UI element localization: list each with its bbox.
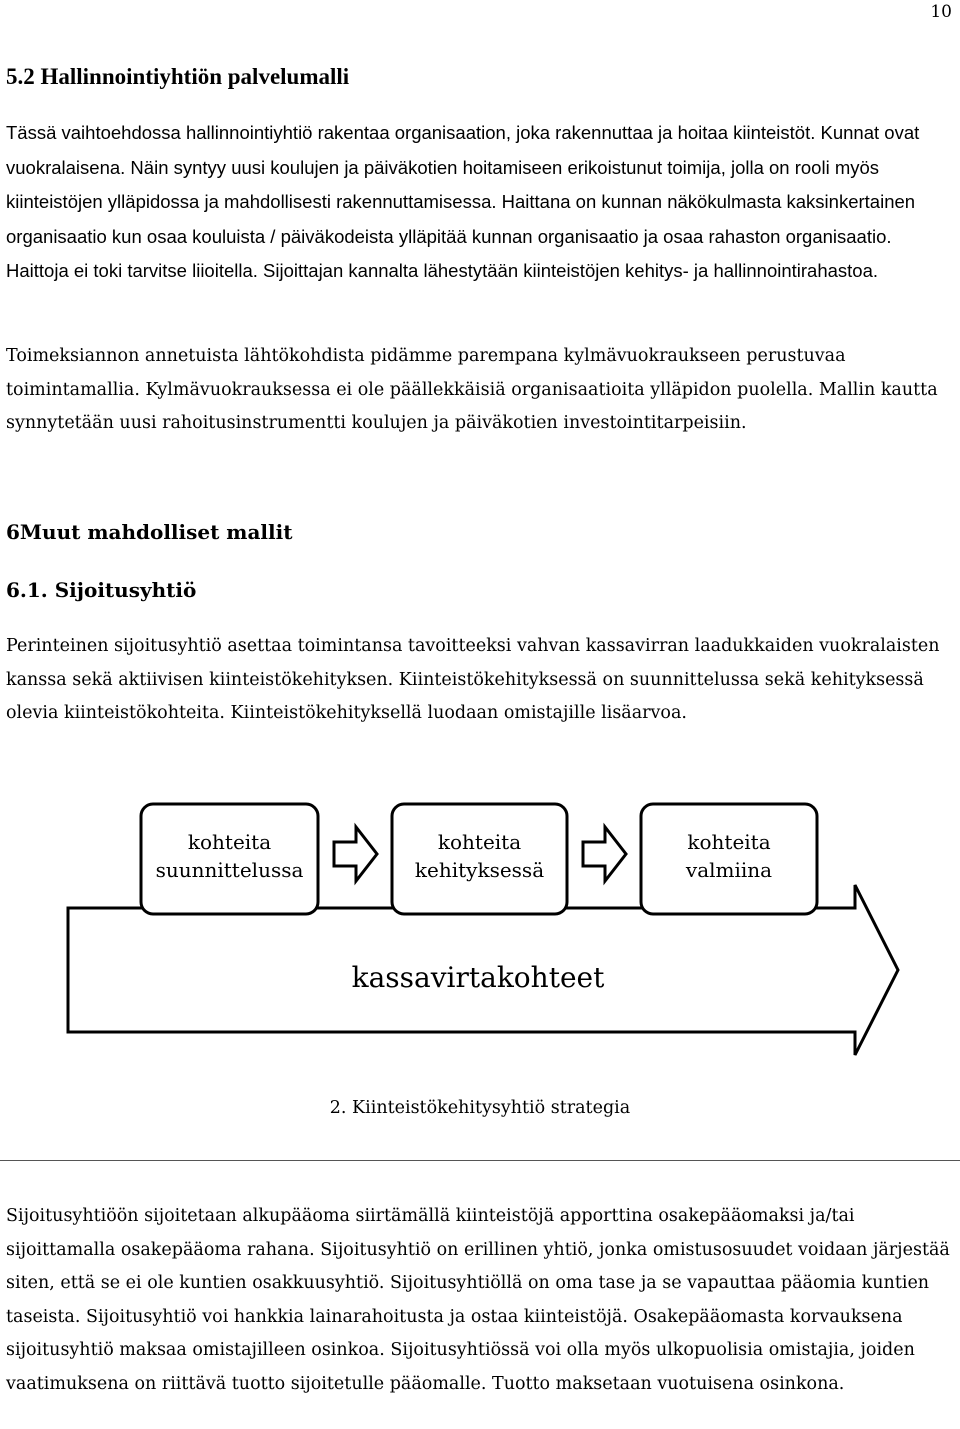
cashflow-label: kassavirtakohteet: [351, 961, 605, 994]
chapter-heading: 6Muut mahdolliset mallit: [6, 520, 293, 544]
stage-box-planning-line1: kohteita: [187, 830, 272, 854]
section-paragraph-1: Tässä vaihtoehdossa hallinnointiyhtiö rakentaa organisaation, joka rakennuttaa ja hoitaa kiinteistöt. Kunnat ovat vuokralaisena. Näin syntyy uusi koulujen ja päiväkotien hoitamiseen erikoistunut toimija, jolla on rooli myös kiinteistöjen ylläpidossa ja mahdollisesti rakennuttamisessa. Haittana on kunnan näkökulmasta kaksinkertainen organisaatio kun osaa kouluista / päiväkodeista ylläpitää kunnan organisaatio ja osaa rahaston organisaatio. Haittoja ei toki tarvitse liioitella. Sijoittajan kannalta lähestytään kiinteistöjen kehitys- ja hallinnointirahastoa.: [6, 122, 920, 282]
divider: [0, 1160, 960, 1161]
step-arrow-1: [334, 827, 377, 881]
section-heading: 5.2 Hallinnointiyhtiön palvelumalli: [6, 64, 350, 89]
page-number: 10: [930, 2, 952, 22]
subsection-heading: 6.1. Sijoitusyhtiö: [6, 578, 197, 602]
chapter-paragraph: Perinteinen sijoitusyhtiö asettaa toimintansa tavoitteeksi vahvan kassavirran laadukkaiden vuokralaisten kanssa sekä aktiivisen kiinteistökehityksen. Kiinteistökehityksessä on suunnittelussa sekä kehityksessä olevia kiinteistökohteita. Kiinteistökehityksellä luodaan omistajille lisäarvoa.: [6, 636, 940, 723]
step-arrow-2: [583, 827, 626, 881]
stage-box-development-line1: kohteita: [437, 830, 522, 854]
stage-box-planning-line2: suunnittelussa: [155, 858, 304, 882]
stage-box-ready-line1: kohteita: [687, 830, 771, 854]
final-paragraph: Sijoitusyhtiöön sijoitetaan alkupääoma siirtämällä kiinteistöjä apporttina osakepääomaksi ja/tai sijoittamalla osakepääoma rahana. Sijoitusyhtiö on erillinen yhtiö, jonka omistusosuudet voidaan järjestää siten, että se ei ole kuntien osakkuusyhtiö. Sijoitusyhtiöllä on oma tase ja se vapauttaa pääomia kuntien taseista. Sijoitusyhtiö voi hankkia lainarahoitusta ja ostaa kiinteistöjä. Osakepääomasta korvauksena sijoitusyhtiö maksaa omistajilleen osinkoa. Sijoitusyhtiössä voi olla myös ulkopuolisia omistajia, joiden vaatimuksena on riittävä tuotto sijoitetulle pääomalle. Tuotto maksetaan vuotuisena osinkona.: [6, 1206, 950, 1394]
figure-caption: 2. Kiinteistökehitysyhtiö strategia: [329, 1098, 631, 1118]
stage-box-development-line2: kehityksessä: [414, 858, 545, 882]
section-paragraph-2: Toimeksiannon annetuista lähtökohdista pidämme parempana kylmävuokraukseen perustuvaa toimintamallia. Kylmävuokrauksessa ei ole päällekkäisiä organisaatioita ylläpidon puolella. Mallin kautta synnytetään uusi rahoitusinstrumentti koulujen ja päiväkotien investointitarpeisiin.: [6, 346, 938, 433]
strategy-diagram: [0, 790, 960, 1090]
stage-box-ready-line2: valmiina: [685, 858, 773, 882]
